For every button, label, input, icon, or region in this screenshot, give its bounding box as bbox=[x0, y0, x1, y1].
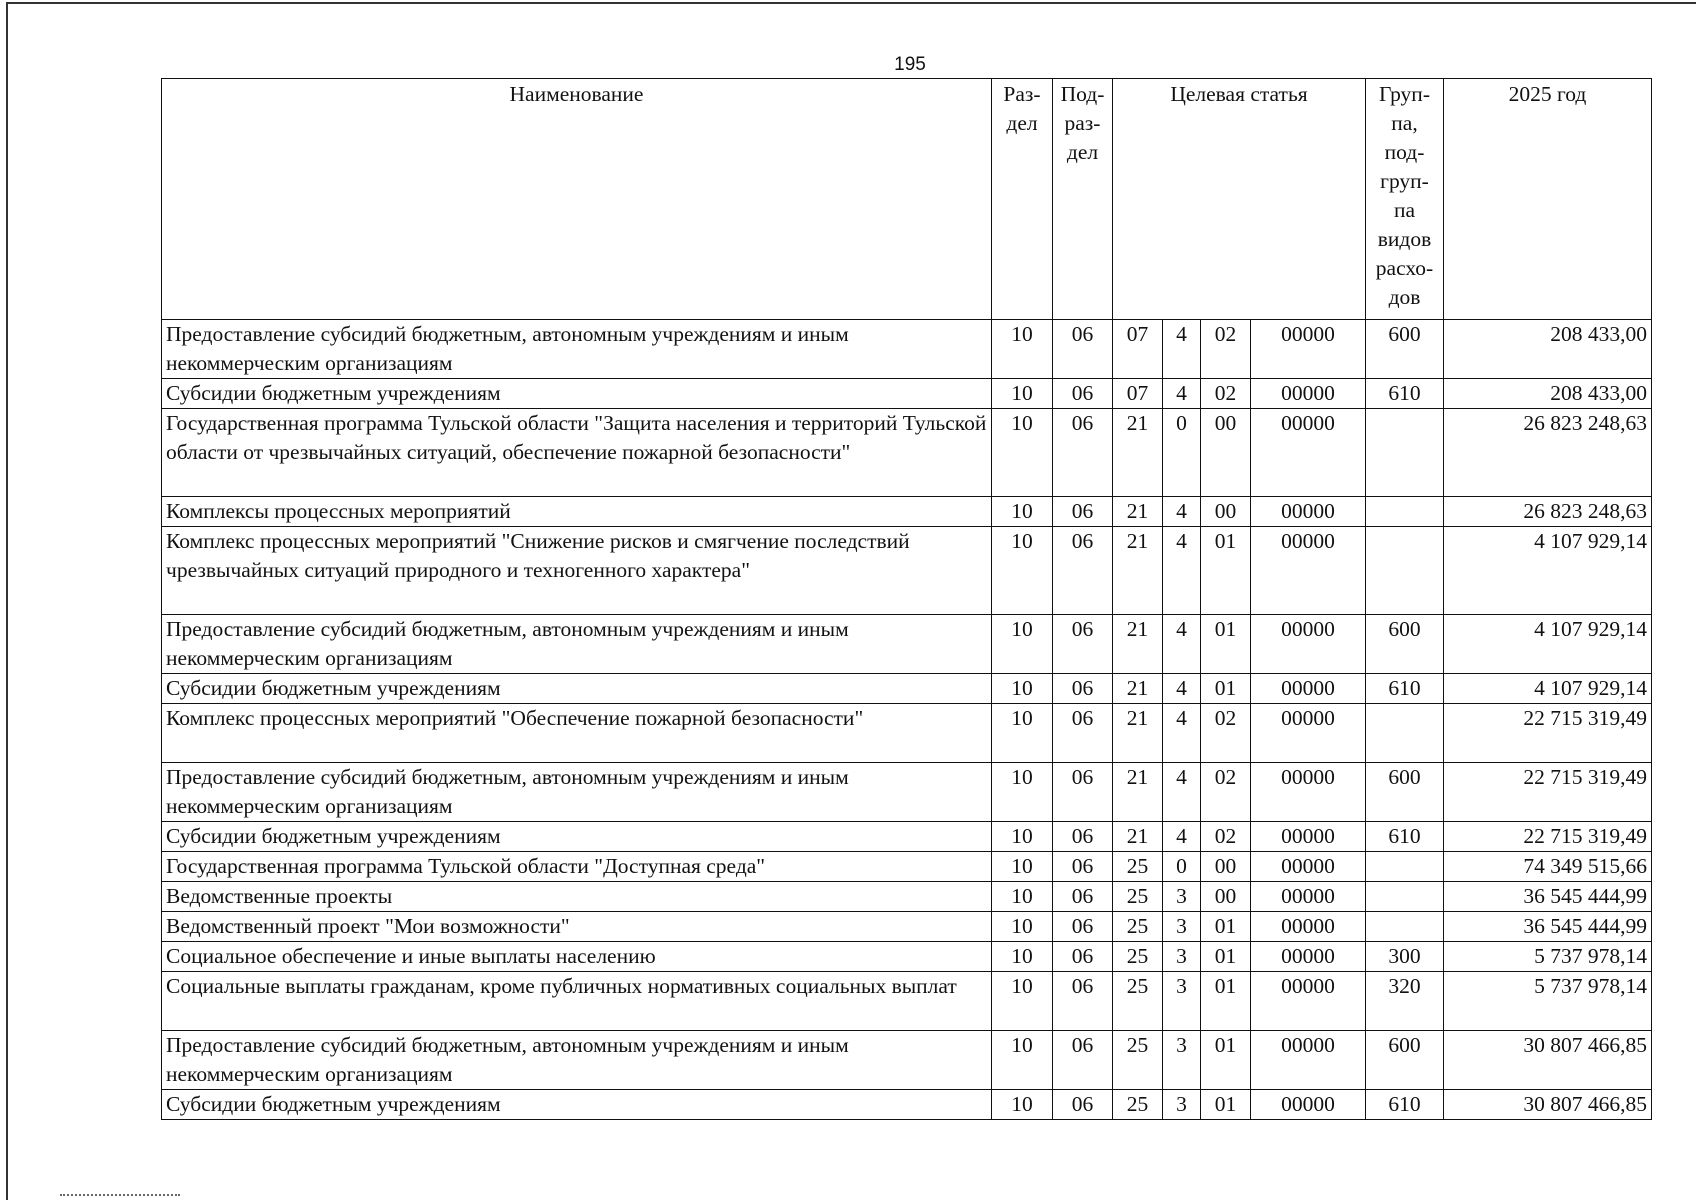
row-target-direction: 00000 bbox=[1251, 409, 1366, 497]
row-target-subprogram: 01 bbox=[1201, 1031, 1251, 1090]
row-target-type: 3 bbox=[1163, 912, 1201, 942]
row-target-direction: 00000 bbox=[1251, 704, 1366, 763]
row-target-program: 21 bbox=[1113, 615, 1163, 674]
row-name: Субсидии бюджетным учреждениям bbox=[162, 379, 992, 409]
row-target-subprogram: 02 bbox=[1201, 704, 1251, 763]
row-target-program: 21 bbox=[1113, 704, 1163, 763]
table-row bbox=[162, 852, 1652, 882]
row-name: Предоставление субсидий бюджетным, автономным учреждениям и иным некоммерческим организациям bbox=[162, 320, 992, 379]
row-target-direction: 00000 bbox=[1251, 379, 1366, 409]
row-target-program: 25 bbox=[1113, 1090, 1163, 1120]
row-target-subprogram: 00 bbox=[1201, 497, 1251, 527]
page-number: 195 bbox=[894, 54, 926, 75]
header-razdel: Раз- дел bbox=[992, 79, 1053, 320]
row-expense-type: 600 bbox=[1366, 615, 1444, 674]
row-razdel: 10 bbox=[992, 882, 1053, 912]
row-target-subprogram: 01 bbox=[1201, 972, 1251, 1031]
row-razdel: 10 bbox=[992, 852, 1053, 882]
row-target-program: 25 bbox=[1113, 942, 1163, 972]
row-target-direction: 00000 bbox=[1251, 852, 1366, 882]
row-name: Социальное обеспечение и иные выплаты населению bbox=[162, 942, 992, 972]
row-razdel: 10 bbox=[992, 763, 1053, 822]
row-name: Предоставление субсидий бюджетным, автономным учреждениям и иным некоммерческим организациям bbox=[162, 763, 992, 822]
row-name: Ведомственные проекты bbox=[162, 882, 992, 912]
header-year: 2025 год bbox=[1444, 79, 1652, 320]
row-target-type: 0 bbox=[1163, 852, 1201, 882]
row-target-program: 25 bbox=[1113, 882, 1163, 912]
row-target-type: 3 bbox=[1163, 972, 1201, 1031]
row-target-direction: 00000 bbox=[1251, 912, 1366, 942]
row-target-type: 4 bbox=[1163, 615, 1201, 674]
row-target-direction: 00000 bbox=[1251, 320, 1366, 379]
row-expense-type: 610 bbox=[1366, 379, 1444, 409]
header-name: Наименование bbox=[162, 79, 992, 320]
row-target-program: 21 bbox=[1113, 763, 1163, 822]
row-target-direction: 00000 bbox=[1251, 615, 1366, 674]
row-razdel: 10 bbox=[992, 972, 1053, 1031]
table-row bbox=[162, 497, 1652, 527]
row-expense-type: 610 bbox=[1366, 674, 1444, 704]
row-target-type: 3 bbox=[1163, 882, 1201, 912]
row-name: Предоставление субсидий бюджетным, автономным учреждениям и иным некоммерческим организациям bbox=[162, 615, 992, 674]
row-razdel: 10 bbox=[992, 704, 1053, 763]
row-podrazdel: 06 bbox=[1053, 882, 1113, 912]
row-target-program: 07 bbox=[1113, 320, 1163, 379]
row-name: Комплексы процессных мероприятий bbox=[162, 497, 992, 527]
row-expense-type: 320 bbox=[1366, 972, 1444, 1031]
row-expense-type bbox=[1366, 882, 1444, 912]
row-podrazdel: 06 bbox=[1053, 942, 1113, 972]
row-expense-type bbox=[1366, 409, 1444, 497]
header-expense-group: Груп- па, под- груп- па видов расхо- дов bbox=[1366, 79, 1444, 320]
table-row bbox=[162, 942, 1652, 972]
row-razdel: 10 bbox=[992, 497, 1053, 527]
row-target-subprogram: 01 bbox=[1201, 1090, 1251, 1120]
row-amount: 5 737 978,14 bbox=[1444, 942, 1652, 972]
row-target-subprogram: 00 bbox=[1201, 852, 1251, 882]
table-row bbox=[162, 1031, 1652, 1090]
row-target-direction: 00000 bbox=[1251, 972, 1366, 1031]
row-target-program: 25 bbox=[1113, 912, 1163, 942]
row-amount: 22 715 319,49 bbox=[1444, 704, 1652, 763]
row-razdel: 10 bbox=[992, 674, 1053, 704]
table-row bbox=[162, 615, 1652, 674]
row-podrazdel: 06 bbox=[1053, 497, 1113, 527]
row-target-subprogram: 00 bbox=[1201, 882, 1251, 912]
header-target-article: Целевая статья bbox=[1113, 79, 1366, 320]
table-row bbox=[162, 912, 1652, 942]
row-podrazdel: 06 bbox=[1053, 704, 1113, 763]
row-expense-type bbox=[1366, 497, 1444, 527]
row-name: Комплекс процессных мероприятий "Обеспечение пожарной безопасности" bbox=[162, 704, 992, 763]
row-name: Субсидии бюджетным учреждениям bbox=[162, 822, 992, 852]
row-target-subprogram: 01 bbox=[1201, 674, 1251, 704]
row-amount: 208 433,00 bbox=[1444, 379, 1652, 409]
row-target-subprogram: 01 bbox=[1201, 912, 1251, 942]
row-razdel: 10 bbox=[992, 912, 1053, 942]
row-amount: 74 349 515,66 bbox=[1444, 852, 1652, 882]
row-name: Субсидии бюджетным учреждениям bbox=[162, 674, 992, 704]
row-target-direction: 00000 bbox=[1251, 763, 1366, 822]
row-target-subprogram: 02 bbox=[1201, 822, 1251, 852]
row-amount: 22 715 319,49 bbox=[1444, 822, 1652, 852]
row-target-subprogram: 02 bbox=[1201, 379, 1251, 409]
row-target-program: 21 bbox=[1113, 527, 1163, 615]
row-expense-type: 600 bbox=[1366, 763, 1444, 822]
row-target-subprogram: 02 bbox=[1201, 763, 1251, 822]
header-podrazdel: Под- раз- дел bbox=[1053, 79, 1113, 320]
row-amount: 26 823 248,63 bbox=[1444, 409, 1652, 497]
table-row bbox=[162, 674, 1652, 704]
row-expense-type: 610 bbox=[1366, 822, 1444, 852]
row-target-direction: 00000 bbox=[1251, 822, 1366, 852]
row-target-subprogram: 01 bbox=[1201, 615, 1251, 674]
row-razdel: 10 bbox=[992, 1090, 1053, 1120]
row-amount: 4 107 929,14 bbox=[1444, 674, 1652, 704]
row-podrazdel: 06 bbox=[1053, 674, 1113, 704]
row-expense-type bbox=[1366, 852, 1444, 882]
row-target-type: 0 bbox=[1163, 409, 1201, 497]
row-amount: 208 433,00 bbox=[1444, 320, 1652, 379]
row-target-direction: 00000 bbox=[1251, 1031, 1366, 1090]
page-edge-top bbox=[6, 2, 1696, 4]
row-amount: 36 545 444,99 bbox=[1444, 882, 1652, 912]
row-target-type: 4 bbox=[1163, 320, 1201, 379]
row-target-direction: 00000 bbox=[1251, 1090, 1366, 1120]
row-name: Государственная программа Тульской области "Доступная среда" bbox=[162, 852, 992, 882]
row-target-direction: 00000 bbox=[1251, 674, 1366, 704]
row-expense-type: 600 bbox=[1366, 320, 1444, 379]
row-target-program: 21 bbox=[1113, 409, 1163, 497]
row-name: Субсидии бюджетным учреждениям bbox=[162, 1090, 992, 1120]
row-target-program: 21 bbox=[1113, 822, 1163, 852]
row-razdel: 10 bbox=[992, 320, 1053, 379]
row-target-type: 4 bbox=[1163, 822, 1201, 852]
row-expense-type bbox=[1366, 527, 1444, 615]
row-target-type: 4 bbox=[1163, 379, 1201, 409]
row-target-direction: 00000 bbox=[1251, 942, 1366, 972]
row-target-program: 25 bbox=[1113, 852, 1163, 882]
row-razdel: 10 bbox=[992, 379, 1053, 409]
row-expense-type: 610 bbox=[1366, 1090, 1444, 1120]
row-name: Предоставление субсидий бюджетным, автономным учреждениям и иным некоммерческим организациям bbox=[162, 1031, 992, 1090]
row-amount: 30 807 466,85 bbox=[1444, 1031, 1652, 1090]
row-expense-type: 600 bbox=[1366, 1031, 1444, 1090]
row-podrazdel: 06 bbox=[1053, 852, 1113, 882]
table-row bbox=[162, 527, 1652, 615]
row-amount: 30 807 466,85 bbox=[1444, 1090, 1652, 1120]
row-target-type: 4 bbox=[1163, 704, 1201, 763]
row-name: Государственная программа Тульской области "Защита населения и территорий Тульской области от чрезвычайных ситуаций, обеспечение пожарной безопасности" bbox=[162, 409, 992, 497]
row-podrazdel: 06 bbox=[1053, 527, 1113, 615]
row-podrazdel: 06 bbox=[1053, 320, 1113, 379]
row-target-program: 21 bbox=[1113, 674, 1163, 704]
row-target-type: 4 bbox=[1163, 674, 1201, 704]
row-name: Социальные выплаты гражданам, кроме публичных нормативных социальных выплат bbox=[162, 972, 992, 1031]
row-podrazdel: 06 bbox=[1053, 822, 1113, 852]
row-amount: 4 107 929,14 bbox=[1444, 527, 1652, 615]
table-row bbox=[162, 1090, 1652, 1120]
row-razdel: 10 bbox=[992, 615, 1053, 674]
row-amount: 36 545 444,99 bbox=[1444, 912, 1652, 942]
row-target-program: 25 bbox=[1113, 1031, 1163, 1090]
row-podrazdel: 06 bbox=[1053, 912, 1113, 942]
table-header-row bbox=[162, 79, 1652, 320]
table-row bbox=[162, 972, 1652, 1031]
row-target-direction: 00000 bbox=[1251, 527, 1366, 615]
row-target-program: 07 bbox=[1113, 379, 1163, 409]
row-podrazdel: 06 bbox=[1053, 615, 1113, 674]
row-razdel: 10 bbox=[992, 942, 1053, 972]
row-target-type: 4 bbox=[1163, 763, 1201, 822]
row-razdel: 10 bbox=[992, 527, 1053, 615]
row-target-type: 3 bbox=[1163, 1090, 1201, 1120]
row-target-program: 21 bbox=[1113, 497, 1163, 527]
row-expense-type: 300 bbox=[1366, 942, 1444, 972]
row-name: Комплекс процессных мероприятий "Снижение рисков и смягчение последствий чрезвычайных ситуаций природного и техногенного характера" bbox=[162, 527, 992, 615]
row-target-type: 4 bbox=[1163, 497, 1201, 527]
row-amount: 22 715 319,49 bbox=[1444, 763, 1652, 822]
row-target-subprogram: 00 bbox=[1201, 409, 1251, 497]
table-row bbox=[162, 704, 1652, 763]
page-edge-left bbox=[6, 2, 8, 1200]
row-podrazdel: 06 bbox=[1053, 763, 1113, 822]
row-target-type: 3 bbox=[1163, 1031, 1201, 1090]
row-target-subprogram: 02 bbox=[1201, 320, 1251, 379]
page-bottom-marks bbox=[60, 1194, 180, 1199]
table-row bbox=[162, 763, 1652, 822]
row-razdel: 10 bbox=[992, 409, 1053, 497]
budget-table bbox=[161, 78, 1652, 1120]
row-target-type: 3 bbox=[1163, 942, 1201, 972]
row-expense-type bbox=[1366, 704, 1444, 763]
row-podrazdel: 06 bbox=[1053, 1090, 1113, 1120]
table-row bbox=[162, 320, 1652, 379]
row-name: Ведомственный проект "Мои возможности" bbox=[162, 912, 992, 942]
row-target-subprogram: 01 bbox=[1201, 942, 1251, 972]
table-row bbox=[162, 882, 1652, 912]
row-expense-type bbox=[1366, 912, 1444, 942]
row-target-direction: 00000 bbox=[1251, 497, 1366, 527]
row-target-program: 25 bbox=[1113, 972, 1163, 1031]
row-razdel: 10 bbox=[992, 1031, 1053, 1090]
table-row bbox=[162, 409, 1652, 497]
table-row bbox=[162, 822, 1652, 852]
row-target-direction: 00000 bbox=[1251, 882, 1366, 912]
row-target-type: 4 bbox=[1163, 527, 1201, 615]
row-podrazdel: 06 bbox=[1053, 1031, 1113, 1090]
row-razdel: 10 bbox=[992, 822, 1053, 852]
row-target-subprogram: 01 bbox=[1201, 527, 1251, 615]
row-amount: 4 107 929,14 bbox=[1444, 615, 1652, 674]
row-podrazdel: 06 bbox=[1053, 409, 1113, 497]
row-amount: 5 737 978,14 bbox=[1444, 972, 1652, 1031]
table-row bbox=[162, 379, 1652, 409]
row-amount: 26 823 248,63 bbox=[1444, 497, 1652, 527]
row-podrazdel: 06 bbox=[1053, 379, 1113, 409]
row-podrazdel: 06 bbox=[1053, 972, 1113, 1031]
